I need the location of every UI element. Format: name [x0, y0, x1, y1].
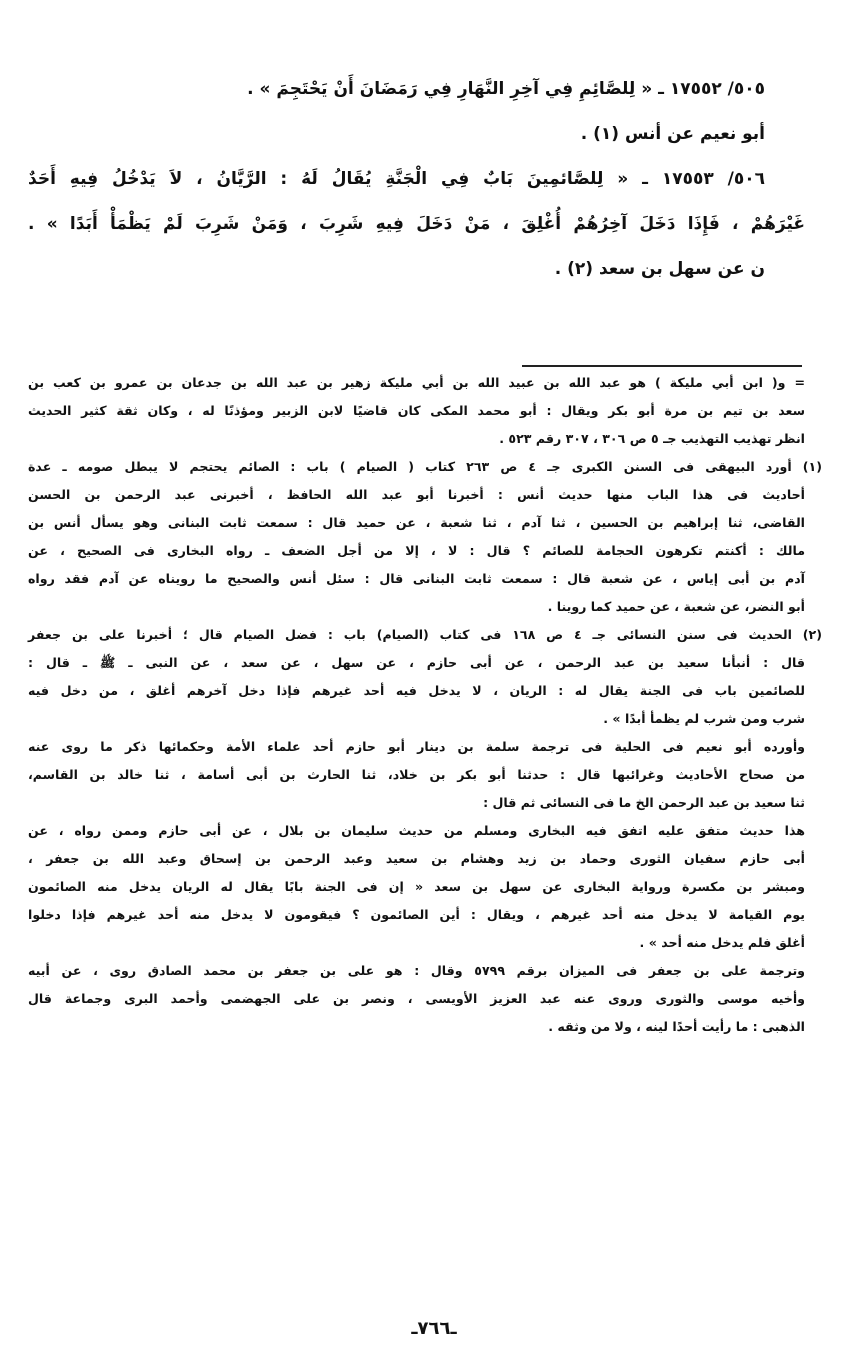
footnote-line: قال : أنبأنا سعيد بن عبد الرحمن ، عن أبى حازم ، عن سهل ، عن سعد ، عن النبى ـ ﷺ ـ قال : [28, 655, 805, 670]
footnote-line: أغلق فلم يدخل منه أحد » . [639, 935, 805, 950]
footnote-line: ومبشر بن مكسرة ورواية البخارى عن سهل بن سعد « إن فى الجنة بابًا يقال له الريان يدخل منه الصائمون [28, 879, 805, 894]
footnote-line: (١) أورد البيهقى فى السنن الكبرى جـ ٤ ص ٢٦٣ كتاب ( الصيام ) باب : الصائم يحتجم لا يبطل صومه ـ عدة [28, 459, 822, 474]
footnotes [0, 375, 868, 1047]
hadith-505: ٥٠٥/ ١٧٥٥٢ ـ « لِلصَّائِمِ فِي آخِرِ النَّهَارِ فِي رَمَضَانَ أَنْ يَحْتَجِمَ » . [247, 79, 765, 99]
footnote-line: يوم القيامة لا يدخل منه أحد غيرهم ، ويقال : أين الصائمون ؟ فيقومون لا يدخل منه أحد غيرهم فإذا دخلوا [28, 907, 805, 922]
footnote-line: مالك : أكنتم تكرهون الحجامة للصائم ؟ قال : لا ، إلا من أجل الضعف ـ رواه البخارى فى الصحيح ، عن [28, 543, 805, 558]
footnote-line: أبو النضر، عن شعبة ، عن حميد كما روينا . [547, 599, 805, 614]
footnote-line: شرب ومن شرب لم يظمأ أبدًا » . [603, 711, 805, 726]
hadith-506: ٥٠٦/ ١٧٥٥٣ ـ « لِلصَّائمِينَ بَابٌ فِي الْجَنَّةِ يُقَالُ لَهُ : الرَّيَّانُ ، لاَ يَدْخُلُ فِيهِ أَحَدٌ [28, 169, 765, 189]
footnote-line: = و( ابن أبي مليكة ) هو عبد الله بن عبيد الله بن أبي مليكة زهير بن عبد الله بن جدعان بن عمرو بن كعب بن [28, 375, 805, 390]
footnote-divider-row [0, 365, 868, 367]
footnote-line: آدم بن أبى إياس ، عن شعبة قال : سمعت ثابت البنانى قال : سئل أنس والصحيح ما رويناه عن آدم فقد رواه [28, 571, 805, 586]
footnote-line: وترجمة على بن جعفر فى الميزان برقم ٥٧٩٩ وقال : هو على بن جعفر بن محمد الصادق روى ، عن أبيه [28, 963, 805, 978]
hadith-505-source: أبو نعيم عن أنس (١) . [580, 124, 765, 144]
footnote-line: الذهبى : ما رأيت أحدًا لينه ، ولا من وثقه . [548, 1019, 805, 1034]
hadith-506-source: ن عن سهل بن سعد (٢) . [554, 259, 765, 279]
footnote-line: أبى حازم سفيان الثورى وحماد بن زيد وهشام بن سعيد وعبد الرحمن بن إسحاق وعبد الله بن جعفر ، [28, 851, 805, 866]
footnote-divider [522, 365, 802, 367]
footnote-line: القاضى، ثنا إبراهيم بن الحسين ، ثنا آدم ، ثنا شعبة ، عن حميد قال : سمعت ثابت البنانى وهو يسأل أنس بن [28, 515, 805, 530]
hadith-506-cont: غَيْرَهُمْ ، فَإِذَا دَخَلَ آخِرُهُمْ أُغْلِقَ ، مَنْ دَخَلَ فِيهِ شَرِبَ ، وَمَنْ شَرِبَ لَمْ يَظْمَأْ أَبَدًا » . [28, 214, 805, 234]
page-number: ـ٧٦٦ـ [411, 1318, 457, 1339]
footnote-line: سعد بن تيم بن مرة أبو بكر ويقال : أبو محمد المكى كان قاضيًا لابن الزبير ومؤذنًا له ، وكان ثقة كثير الحديث [28, 403, 805, 418]
main-text [0, 78, 868, 303]
footnote-line: ثنا سعيد بن عبد الرحمن الخ ما فى النسائى ثم قال : [483, 795, 805, 810]
footnote-line: من صحاح الأحاديث وغرائبها قال : حدثنا أبو بكر بن خلاد، ثنا الحارث بن أبى أسامة ، ثنا خالد بن القاسم، [28, 767, 805, 782]
footnote-line: هذا حديث متفق عليه اتفق فيه البخارى ومسلم من حديث سليمان بن بلال ، عن أبى حازم وممن رواه ، عن [28, 823, 805, 838]
footnote-line: أحاديث فى هذا الباب منها حديث أنس : أخبرنا أبو عبد الله الحافظ ، أخبرنى عبد الرحمن بن الحسن [28, 487, 805, 502]
footnote-line: انظر تهذيب التهذيب جـ ٥ ص ٣٠٦ ، ٣٠٧ رقم ٥٢٣ . [499, 431, 805, 446]
footnote-line: وأخيه موسى والثورى وروى عنه عبد العزيز الأويسى ، ونصر بن على الجهضمى وأحمد البرى وجماعة قال [28, 991, 805, 1006]
footnote-line: للصائمين باب فى الجنة يقال له : الريان ، لا يدخل فيه أحد غيرهم فإذا دخل آخرهم أغلق ، من دخل فيه [28, 683, 805, 698]
footnote-line: وأورده أبو نعيم فى الحلية فى ترجمة سلمة بن دينار أبو حازم أحد علماء الأمة وحكمائها ذكر ما روى عنه [28, 739, 805, 754]
footnote-line: (٢) الحديث فى سنن النسائى جـ ٤ ص ١٦٨ فى كتاب (الصيام) باب : فضل الصيام قال ؛ أخبرنا على بن جعفر [28, 627, 822, 642]
